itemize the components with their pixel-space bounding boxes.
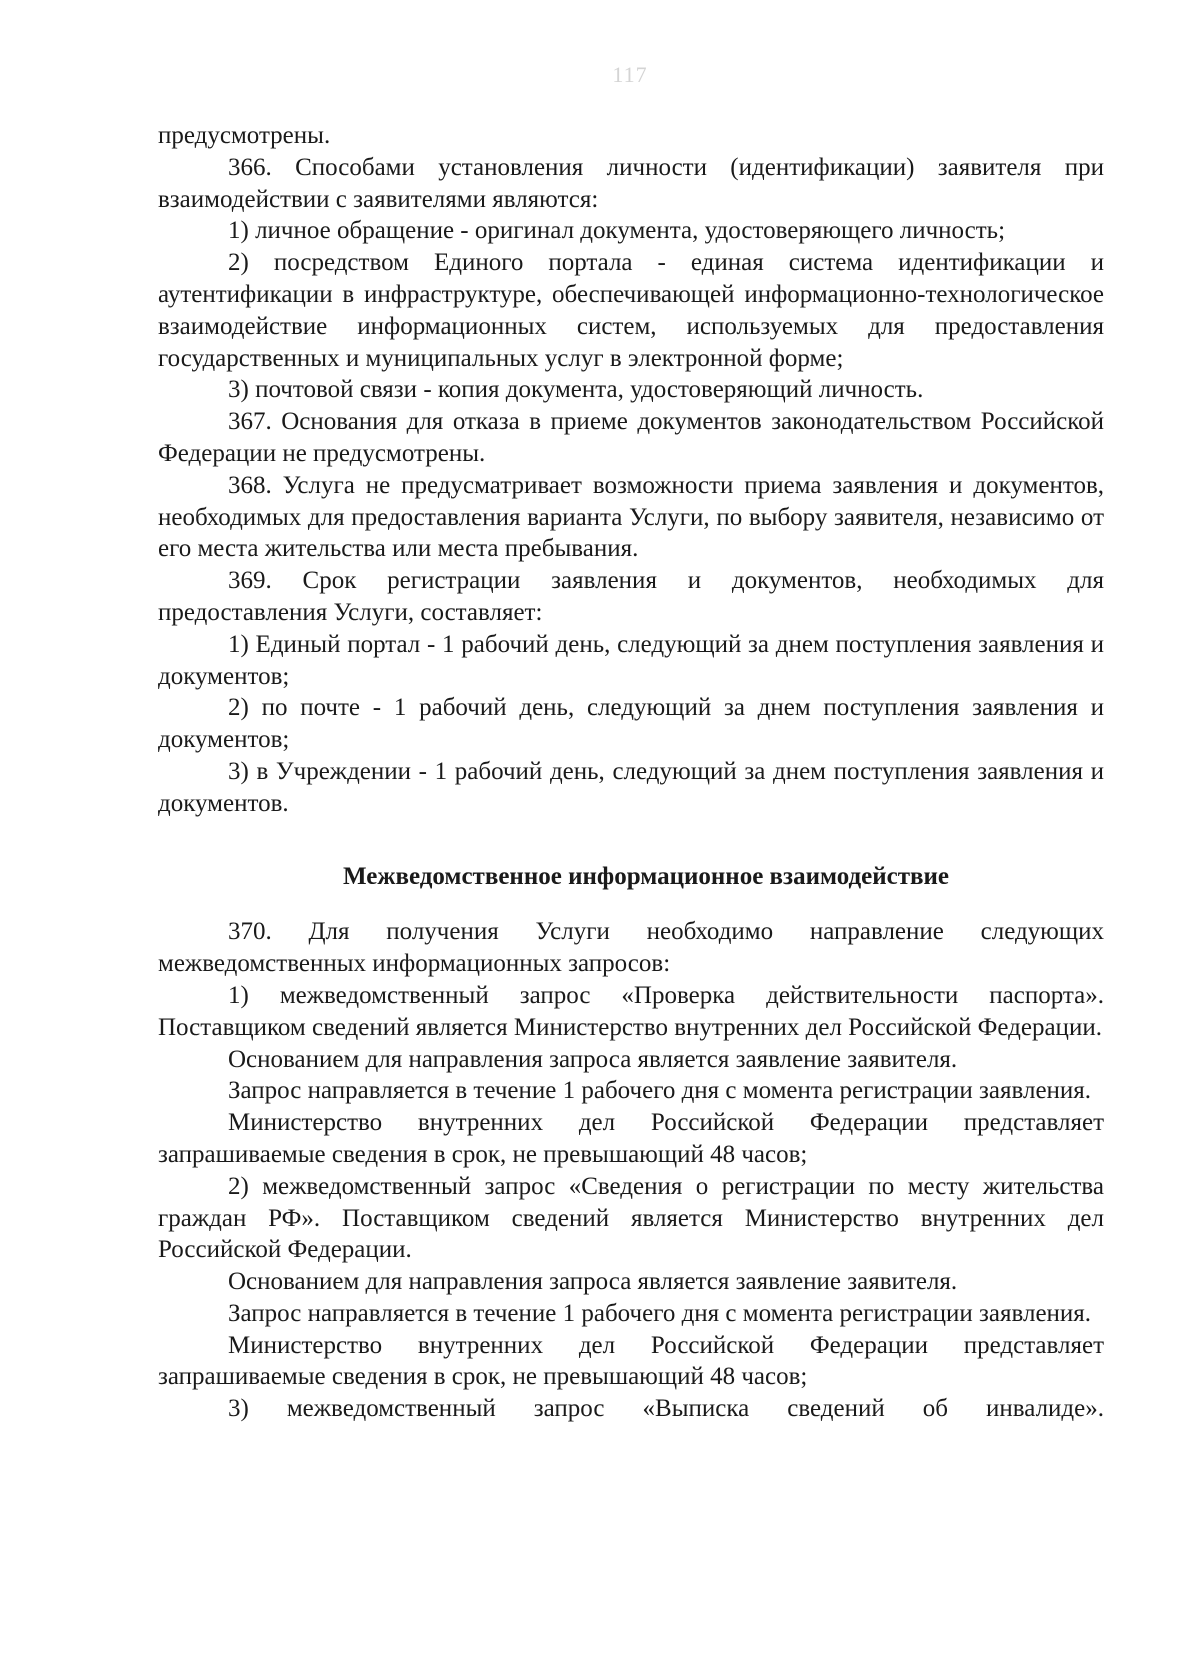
paragraph: 2) посредством Единого портала - единая система идентификации и аутентификации в инфраструктуре, обеспечивающей информационно-технологическое взаимодействие информационных систем, используемых для предоставления государственных и муниципальных услуг в электронной форме;	[158, 249, 1104, 372]
paragraph: Министерство внутренних дел Российской Федерации представляет запрашиваемые сведения в срок, не превышающий 48 часов;	[158, 1331, 1104, 1391]
paragraph: Основанием для направления запроса является заявление заявителя.	[228, 1045, 958, 1073]
paragraph: Министерство внутренних дел Российской Федерации представляет запрашиваемые сведения в срок, не превышающий 48 часов;	[158, 1109, 1104, 1168]
paragraphs-before-heading	[158, 120, 1104, 820]
paragraph: 370. Для получения Услуги необходимо направление следующих межведомственных информационных запросов:	[158, 918, 1104, 978]
paragraph: 2) по почте - 1 рабочий день, следующий за днем поступления заявления и документов;	[158, 694, 1104, 754]
section-heading: Межведомственное информационное взаимодействие	[343, 862, 949, 890]
paragraph: 3) почтовой связи - копия документа, удостоверяющий личность.	[228, 376, 924, 404]
document-body	[158, 120, 1104, 1425]
paragraph: 2) межведомственный запрос «Сведения о регистрации по месту жительства граждан РФ». Поставщиком сведений является Министерство внутренних дел Российской Федерации.	[158, 1172, 1104, 1264]
paragraph: 1) межведомственный запрос «Проверка действительности паспорта». Поставщиком сведений является Министерство внутренних дел Российской Федерации.	[158, 981, 1104, 1041]
paragraph: 3) межведомственный запрос «Выписка сведений об инвалиде».	[228, 1395, 1104, 1423]
paragraph: 1) Единый портал - 1 рабочий день, следующий за днем поступления заявления и документов;	[158, 630, 1104, 690]
paragraph: 1) личное обращение - оригинал документа, удостоверяющего личность;	[228, 217, 1006, 245]
paragraphs-after-heading	[158, 916, 1104, 1425]
paragraph: 367. Основания для отказа в приеме документов законодательством Российской Федерации не предусмотрены.	[158, 408, 1104, 467]
paragraph: 366. Способами установления личности (идентификации) заявителя при взаимодействии с заявителями являются:	[158, 153, 1104, 213]
paragraph: Запрос направляется в течение 1 рабочего дня с момента регистрации заявления.	[228, 1299, 1092, 1327]
paragraph: Основанием для направления запроса является заявление заявителя.	[228, 1268, 958, 1296]
page-number: 117	[612, 62, 648, 87]
paragraph: 368. Услуга не предусматривает возможности приема заявления и документов, необходимых для предоставления варианта Услуги, по выбору заявителя, независимо от его места жительства или места пребывания.	[158, 471, 1104, 563]
paragraph: 3) в Учреждении - 1 рабочий день, следующий за днем поступления заявления и документов.	[158, 757, 1104, 817]
paragraph: Запрос направляется в течение 1 рабочего дня с момента регистрации заявления.	[228, 1077, 1092, 1105]
paragraph: предусмотрены.	[158, 122, 331, 149]
paragraph: 369. Срок регистрации заявления и документов, необходимых для предоставления Услуги, составляет:	[158, 567, 1104, 626]
